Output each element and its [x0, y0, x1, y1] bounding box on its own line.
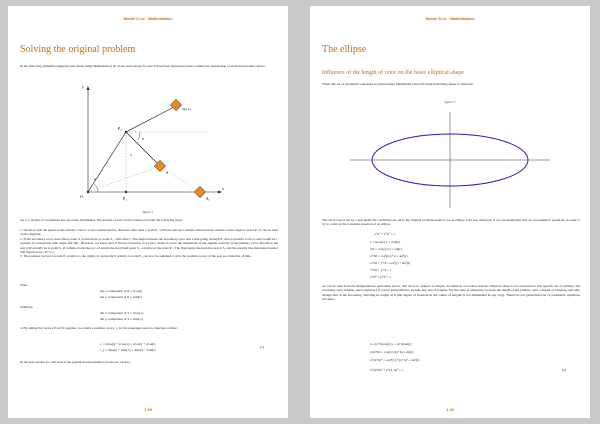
right-general-paragraph: As can be seen from the manipulations performed above, this curve is, indeed, an ellipse. In addition, we realize that the elliptical shape is not restricted to this specific set of primary and secondary rotor lengths, since equation (1) can be generalized to include any sets of lengths. For the sake of simplicity we keep the length of the primary rotor constant at 4 metres, and only change that of the secondary, denoting its length as h (the degree of freedom in the values of lengths is not diminished in any way). Therefore our generalized set of parametric equations becomes: — [322, 284, 580, 302]
left-coords-paragraph: An x-y system of coordinates has also been established. The motion of seat can be worked out from the following steps: — [20, 218, 183, 222]
eq-number-1: (1) — [260, 345, 264, 349]
left-running-header: Model S-ex · Mathematics — [123, 16, 173, 21]
diagram-label-sxy: S(x,y) — [182, 107, 191, 111]
eq-rx: rₓ = 4cos(t) + 2cos(-t) = 4cos(t) + 2cos(t) — [100, 342, 156, 346]
derivation-line: x²/36 + y²/4 = 1 — [370, 268, 392, 272]
diagram-label-y: y — [82, 84, 84, 89]
derivation-line: x²/36 = cos²(t) y²/4 = sin²(t) — [370, 254, 408, 258]
general-line: x = (4+h)cos(t) y = (4−h)sin(t) — [370, 342, 412, 346]
right-intro-paragraph: When this set of parametric equations is plotted using Mathematica the following interesting shape is observed: — [322, 82, 474, 86]
diagram-label-p1: P₁ — [118, 126, 122, 131]
general-line: x²/(4+h)² + y²/(4−h)² = 1 — [370, 368, 404, 372]
general-line: x/(4+h) = cos(t) y/(4−h) = sin(t) — [370, 350, 414, 354]
diagram-label-alpha: α — [94, 177, 96, 181]
right-figure-caption: figure 3 — [444, 100, 456, 104]
step-4: 4. By adding the vectors P and S together, we obtain a position vector, r, for the passenger seat as a function of time: — [20, 326, 178, 330]
eq-sy: the y-component of S = 2sin(-t) — [100, 317, 143, 321]
derivation-line: x²/36 + y²/4 = cos²(t) + sin²(t) — [370, 261, 411, 265]
right-page-number: 1 40 — [446, 407, 454, 412]
eq-number-2: (2) — [562, 368, 566, 372]
left-page-number: 1 39 — [144, 407, 152, 412]
eq-ry: r_y = 4sin(t) + 2sin(-t) = 4sin(t) − 2sin(t) — [100, 348, 156, 352]
right-running-header: Model S-ex · Mathematics — [425, 16, 475, 21]
left-intro-paragraph: In the following simplified diagram (also made using Mathematica) all of the seats except for seat S have been ignored in order to make the explanation of its motion in time clearer. — [20, 64, 266, 68]
derivation-line: x = 6cos(t) y = 2sin(t) — [370, 240, 400, 244]
eq-py: the y-component of P = 4sin(t) — [100, 295, 142, 299]
general-line: x²/(4+h)² = cos²(t) y²/(4−h)² = sin²(t) — [370, 358, 420, 362]
seat-sx-marker — [194, 186, 205, 197]
left-section-title: Solving the original problem — [20, 44, 136, 55]
thus-label: Thus, — [20, 283, 28, 287]
step-1: 1. We know that the speed of the primary rotor is 1 rad/s anticlockwise, therefore after time t, point P₁ will have moved t radians anticlockwise relative to the origin to point P₂ as can be seen on the diagram. — [20, 228, 278, 237]
eq-px: the x-component of P = 4cos(t) — [100, 289, 143, 293]
right-section-title: The ellipse — [322, 44, 367, 55]
diagram-label-x: x — [222, 186, 224, 191]
left-figure-caption: figure 2 — [142, 210, 154, 214]
diagram-label-h: h — [130, 153, 132, 157]
ellipse-equation: x²/a² + y²/b² = 1 — [374, 232, 396, 236]
step-2: 2. If the secondary rotor were fixed, point S would move to point S₂ₓ after time t. The angle between the secondary rotor and a line going through P₂ that is parallel to the x-axis would be t, because it corresponds with angle ∠P₁OP₂. However, we know that it moves clockwise at 2 rad/s, which is twice the magnitude of the angular velocity of the primary rotor. Therefore the seat will actually be at point S. 2t radians clockwise (or -2t anticlockwise) from point S₂ₓ, relative to the point P₂. The final angle between the seat at S, and the parallel line mentioned earlier will therefore be -2t+t=-t. — [20, 236, 278, 255]
diagram-label-sx: Sₓ — [206, 196, 210, 201]
diagram-label-s: S — [166, 170, 169, 175]
derivation-line: x/6 = cos(t) y/2 = sin(t) — [370, 247, 402, 251]
left-closing-paragraph: In the next section we will look at the graphical representation of the two vectors. — [20, 360, 131, 364]
diagram-label-theta: θ — [142, 137, 144, 141]
right-subsection-title: Influence of the length of rotor on the basic elliptical shape — [322, 70, 464, 76]
right-page — [310, 6, 590, 418]
left-steps-block — [20, 228, 278, 259]
step-3: 3. The position vectors of point P₂ relative to the origin, O, and point S relative to point P₂ can now be summed to give the position vector of the seat as a function of time. — [20, 254, 252, 259]
rotor-diagram — [68, 80, 228, 210]
eq-sx: the x-component of S = 2cos(-t) — [100, 311, 144, 315]
diagram-label-p2: P₂ — [123, 196, 127, 201]
right-para-after-figure: The curve traced out by a seat under the conditions set out in the original problem seems to be an ellipse. Let's see, therefore, if we can manipulate this set of parametric equations in order to try to arrive at the Cartesian equation of an ellipse, — [322, 218, 580, 227]
diagram-label-origin: O — [80, 194, 83, 199]
derivation-line: x²/6² + y²/2² = 1 — [370, 275, 392, 279]
left-page — [8, 6, 288, 418]
similarly-label: Similarly, — [20, 305, 34, 309]
seat-s2-marker — [170, 99, 181, 110]
ellipse-plot — [346, 110, 554, 210]
